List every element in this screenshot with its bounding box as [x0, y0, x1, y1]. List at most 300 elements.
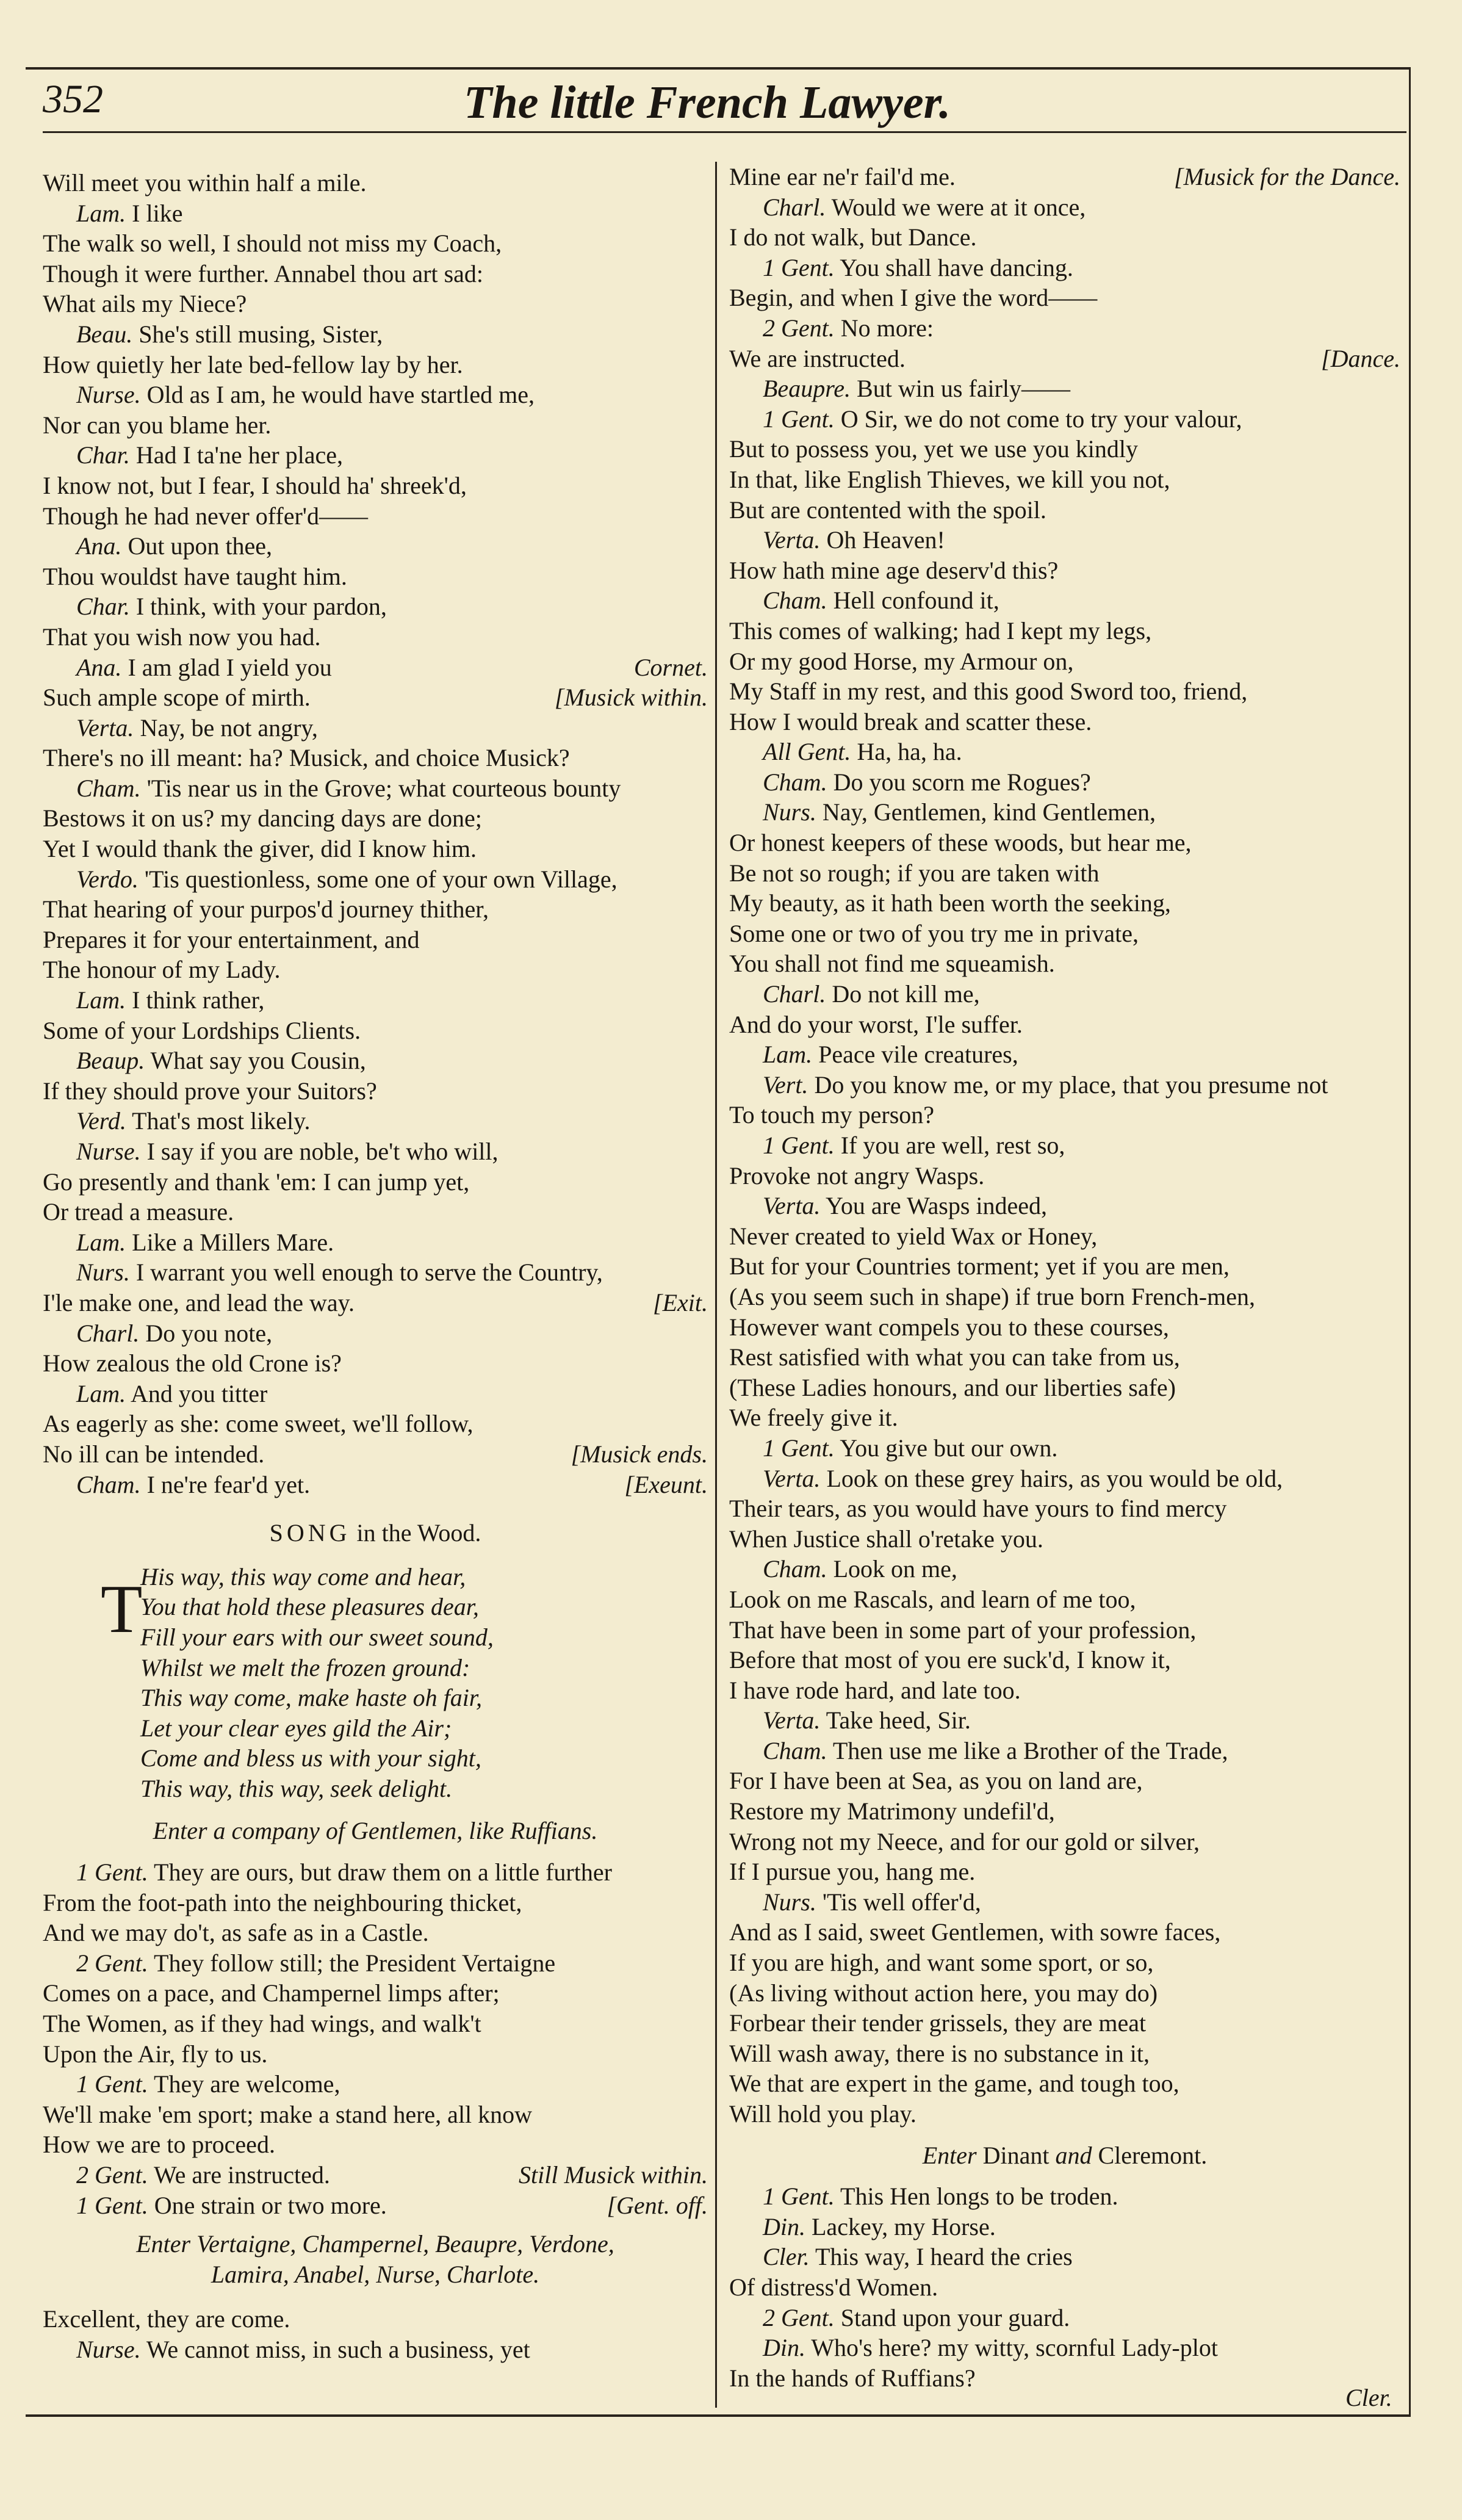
- speaker-name: Verta.: [76, 713, 134, 742]
- text-line: [43, 2190, 708, 2221]
- stage-direction: [Musick ends.: [571, 1440, 708, 1468]
- text-line: [729, 2181, 1400, 2212]
- text-line: [43, 410, 708, 441]
- speaker-name: Din.: [763, 2212, 805, 2240]
- line-text: How hath mine age deserv'd this?: [729, 556, 1059, 584]
- line-text: Out upon thee,: [128, 532, 273, 560]
- text-line: [729, 1161, 1400, 1191]
- speaker-name: Beaup.: [76, 1047, 145, 1075]
- text-line: [729, 1342, 1400, 1373]
- text-line: [729, 555, 1400, 586]
- text-line: [729, 2068, 1400, 2099]
- line-text: And we may do't, as safe as in a Castle.: [43, 1919, 429, 1947]
- line-text: If they should prove your Suitors?: [43, 1077, 377, 1105]
- line-text: We are instructed.: [729, 344, 906, 372]
- text-line: [43, 2334, 708, 2365]
- text-line: [43, 985, 708, 1016]
- line-text: But to possess you, yet we use you kindly: [729, 435, 1138, 463]
- speaker-name: Cham.: [763, 768, 827, 796]
- line-text: The honour of my Lady.: [43, 956, 281, 984]
- line-text: Some of your Lordships Clients.: [43, 1016, 361, 1044]
- text-line: [43, 2069, 708, 2099]
- speaker-name: 2 Gent.: [76, 1949, 148, 1977]
- line-text: We cannot miss, in such a business, yet: [146, 2335, 530, 2363]
- line-text: I do not walk, but Dance.: [729, 223, 977, 251]
- line-text: We'll make 'em sport; make a stand here, all know: [43, 2100, 533, 2128]
- line-text: (As you seem such in shape) if true born French-men,: [729, 1282, 1255, 1310]
- text-line: [729, 192, 1400, 223]
- text-line: [729, 888, 1400, 919]
- text-line: [43, 1167, 708, 1197]
- line-text: How quietly her late bed-fellow lay by her.: [43, 350, 463, 378]
- speaker-name: 2 Gent.: [763, 2303, 835, 2331]
- text-line: [43, 380, 708, 410]
- line-text: To touch my person?: [729, 1101, 935, 1129]
- text-line: [43, 1409, 708, 1439]
- text-line: [729, 919, 1400, 949]
- text-line: [729, 646, 1400, 677]
- line-text: My beauty, as it hath been worth the seeking,: [729, 889, 1171, 917]
- line-text: She's still musing, Sister,: [139, 320, 383, 348]
- text-line: [43, 1318, 708, 1349]
- stage-direction: [Musick for the Dance.: [1173, 163, 1400, 190]
- speaker-name: All Gent.: [763, 738, 851, 766]
- text-line: [43, 622, 708, 652]
- text-line: [729, 979, 1400, 1009]
- line-text: What ails my Niece?: [43, 290, 247, 318]
- line-text: Do not kill me,: [832, 980, 980, 1008]
- line-text: I think rather,: [132, 986, 265, 1014]
- text-line: [729, 222, 1400, 253]
- text-line: [729, 2303, 1400, 2333]
- line-text: However want compels you to these courses,: [729, 1313, 1169, 1341]
- text-line: [43, 198, 708, 229]
- speaker-name: Verdo.: [76, 865, 139, 893]
- line-text: Oh Heaven!: [826, 526, 945, 554]
- text-line: [729, 2363, 1400, 2394]
- line-text: Mine ear ne'r fail'd me.: [729, 163, 956, 190]
- line-text: I know not, but I fear, I should ha' shreek'd,: [43, 471, 467, 499]
- text-line: [43, 1197, 708, 1227]
- line-text: Will meet you within half a mile.: [43, 169, 367, 197]
- line-text: Then use me like a Brother of the Trade,: [832, 1736, 1228, 1764]
- text-line: [729, 1312, 1400, 1343]
- stage-direction: Still Musick within.: [519, 2161, 708, 2189]
- text-line: [729, 253, 1400, 283]
- text-line: [729, 1645, 1400, 1675]
- line-text: And you titter: [130, 1379, 268, 1407]
- text-line: [729, 283, 1400, 313]
- speaker-name: Char.: [76, 593, 130, 621]
- text-line: [729, 1464, 1400, 1494]
- text-line: [43, 471, 708, 501]
- line-text: Look on me Rascals, and learn of me too,: [729, 1585, 1136, 1613]
- line-text: Bestows it on us? my dancing days are done;: [43, 804, 482, 832]
- text-line: [43, 2009, 708, 2039]
- text-line: [729, 1978, 1400, 2009]
- line-text: Upon the Air, fly to us.: [43, 2040, 268, 2068]
- text-line: [729, 1039, 1400, 1070]
- text-line: [43, 1439, 708, 1470]
- line-text: (These Ladies honours, and our liberties safe): [729, 1373, 1176, 1401]
- text-line: [729, 495, 1400, 525]
- stage-direction: [Gent. off.: [607, 2191, 708, 2219]
- speaker-name: Beau.: [76, 320, 133, 348]
- speaker-name: Cham.: [763, 587, 827, 615]
- line-text: I ne're fear'd yet.: [146, 1470, 311, 1498]
- line-text: Provoke not angry Wasps.: [729, 1161, 985, 1190]
- line-text: I am glad I yield you: [128, 653, 332, 681]
- line-text: Excellent, they are come.: [43, 2305, 290, 2333]
- stage-direction: [Exit.: [653, 1288, 708, 1316]
- text-line: [43, 2099, 708, 2130]
- speaker-name: Cham.: [76, 1470, 141, 1498]
- text-line: [43, 228, 708, 259]
- text-line: [729, 525, 1400, 555]
- text-line: [729, 1191, 1400, 1221]
- text-line: [729, 1403, 1400, 1433]
- line-text: Nay, Gentlemen, kind Gentlemen,: [822, 798, 1156, 826]
- song-line: Come and bless us with your sight,: [140, 1744, 481, 1772]
- left-column: [43, 168, 708, 2365]
- text-line: [729, 1433, 1400, 1464]
- text-line: [43, 2039, 708, 2070]
- line-text: Nor can you blame her.: [43, 411, 272, 439]
- text-line: [729, 676, 1400, 707]
- text-line: [43, 1888, 708, 1918]
- line-text: Who's here? my witty, scornful Lady-plot: [811, 2334, 1218, 2362]
- speaker-name: Nurse.: [76, 2335, 141, 2363]
- speaker-name: Verta.: [763, 1464, 821, 1492]
- right-dialogue: [729, 162, 1400, 2129]
- text-line: [43, 2304, 708, 2334]
- text-line: [43, 1227, 708, 1258]
- running-title: The little French Lawyer.: [464, 77, 951, 128]
- speaker-name: 1 Gent.: [76, 2191, 148, 2219]
- speaker-name: Cham.: [76, 774, 141, 802]
- text-line: [43, 1857, 708, 1888]
- left-dialogue-final: [43, 2304, 708, 2364]
- line-text: If I pursue you, hang me.: [729, 1858, 976, 1886]
- text-line: [43, 531, 708, 561]
- text-line: [729, 434, 1400, 464]
- line-text: No ill can be intended.: [43, 1440, 265, 1468]
- line-text: Though it were further. Annabel thou art sad:: [43, 259, 484, 287]
- line-text: Or honest keepers of these woods, but hear me,: [729, 829, 1192, 857]
- speaker-name: Ana.: [76, 653, 122, 681]
- text-line: [43, 1076, 708, 1107]
- line-text: Take heed, Sir.: [826, 1706, 971, 1735]
- right-dialogue-after: [729, 2181, 1400, 2393]
- line-text: Lackey, my Horse.: [812, 2212, 996, 2240]
- line-text: Do you scorn me Rogues?: [833, 768, 1091, 796]
- line-text: The Women, as if they had wings, and walk't: [43, 2010, 481, 2038]
- line-text: 'Tis questionless, some one of your own Village,: [144, 865, 618, 893]
- line-text: Stand upon your guard.: [840, 2303, 1070, 2331]
- line-text: Look on me,: [833, 1555, 957, 1583]
- enter-direction-line-1: Enter Vertaigne, Champernel, Beaupre, Verdone,: [136, 2230, 614, 2258]
- line-text: That's most likely.: [132, 1107, 311, 1135]
- line-text: Or tread a measure.: [43, 1198, 234, 1226]
- speaker-name: Char.: [76, 441, 130, 469]
- left-dialogue-after-song: [43, 1857, 708, 2220]
- line-text: Old as I am, he would have startled me,: [146, 381, 535, 409]
- text-line: [729, 948, 1400, 979]
- text-line: [729, 313, 1400, 344]
- line-text: If you are high, and want some sport, or so,: [729, 1949, 1154, 1977]
- speaker-name: Nurse.: [76, 1138, 141, 1165]
- line-text: How we are to proceed.: [43, 2131, 275, 2159]
- line-text: Ha, ha, ha.: [857, 738, 962, 766]
- speaker-name: Verd.: [76, 1107, 126, 1135]
- line-text: Begin, and when I give the word——: [729, 284, 1098, 312]
- line-text: Of distress'd Women.: [729, 2273, 938, 2301]
- line-text: This Hen longs to be troden.: [840, 2182, 1118, 2211]
- column-divider: [715, 162, 717, 2408]
- page-number: 352: [43, 77, 103, 121]
- line-text: Go presently and thank 'em: I can jump yet,: [43, 1168, 470, 1196]
- text-line: [43, 925, 708, 955]
- text-line: [729, 464, 1400, 495]
- speaker-name: Charl.: [763, 980, 826, 1008]
- text-line: [729, 828, 1400, 858]
- speaker-name: Lam.: [76, 1228, 126, 1256]
- speaker-name: Nurs.: [763, 798, 816, 826]
- text-line: [43, 1918, 708, 1948]
- text-line: [43, 168, 708, 198]
- text-line: [43, 864, 708, 895]
- text-line: [43, 773, 708, 804]
- line-text: I think, with your pardon,: [135, 593, 387, 621]
- line-text: Be not so rough; if you are taken with: [729, 859, 1100, 887]
- line-text: Had I ta'ne her place,: [135, 441, 344, 469]
- text-line: [729, 585, 1400, 616]
- line-text: But win us fairly——: [857, 375, 1071, 403]
- line-text: Never created to yield Wax or Honey,: [729, 1222, 1098, 1250]
- speaker-name: Nurse.: [76, 381, 141, 409]
- text-line: [729, 1070, 1400, 1100]
- text-line: [729, 1827, 1400, 1857]
- text-line: [43, 289, 708, 319]
- speaker-name: Nurs.: [763, 1888, 816, 1916]
- text-line: [43, 259, 708, 289]
- line-text: When Justice shall o'retake you.: [729, 1525, 1043, 1553]
- text-line: [43, 682, 708, 713]
- speaker-name: 1 Gent.: [763, 253, 835, 281]
- line-text: O Sir, we do not come to try your valour,: [840, 405, 1242, 433]
- text-line: [729, 1282, 1400, 1312]
- line-text: Nay, be not angry,: [140, 713, 318, 742]
- text-line: [729, 1493, 1400, 1524]
- text-line: [729, 2242, 1400, 2272]
- speaker-name: Verta.: [763, 1192, 821, 1220]
- speaker-name: 2 Gent.: [763, 314, 835, 342]
- text-line: [43, 1045, 708, 1076]
- line-text: (As living without action here, you may do): [729, 1979, 1158, 2007]
- text-line: [729, 767, 1400, 798]
- text-line: [729, 1948, 1400, 1978]
- line-text: I warrant you well enough to serve the Country,: [135, 1258, 603, 1287]
- speaker-name: 1 Gent.: [76, 1858, 148, 1886]
- song-heading-prefix: SONG: [269, 1519, 351, 1547]
- text-line: [43, 591, 708, 622]
- text-line: [729, 404, 1400, 435]
- text-line: [729, 1917, 1400, 1948]
- line-text: We that are expert in the game, and tough too,: [729, 2070, 1179, 2098]
- right-enter-direction: Enter Dinant and Cleremont.: [922, 2141, 1208, 2169]
- song-drop-cap: T: [101, 1572, 143, 1647]
- song-stage-direction: Enter a company of Gentlemen, like Ruffians.: [153, 1817, 598, 1845]
- text-line: [729, 1554, 1400, 1584]
- song-line: This way, this way, seek delight.: [140, 1774, 453, 1802]
- line-text: You shall have dancing.: [840, 253, 1073, 281]
- line-text: They are ours, but draw them on a little further: [154, 1858, 612, 1886]
- line-text: Such ample scope of mirth.: [43, 684, 311, 712]
- line-text: Restore my Matrimony undefil'd,: [729, 1797, 1055, 1825]
- line-text: Some one or two of you try me in private,: [729, 919, 1139, 947]
- speaker-name: 1 Gent.: [763, 2182, 835, 2211]
- line-text: I like: [132, 199, 183, 227]
- line-text: Thou wouldst have taught him.: [43, 562, 347, 590]
- text-line: [43, 1470, 708, 1500]
- line-text: You shall not find me squeamish.: [729, 950, 1055, 978]
- line-text: Their tears, as you would have yours to find mercy: [729, 1495, 1227, 1523]
- line-text: Do you know me, or my place, that you presume not: [814, 1070, 1328, 1099]
- song-line: Let your clear eyes gild the Air;: [140, 1714, 452, 1742]
- text-line: [43, 894, 708, 925]
- line-text: My Staff in my rest, and this good Sword too, friend,: [729, 677, 1248, 706]
- text-line: [43, 1978, 708, 2009]
- speaker-name: Cham.: [763, 1555, 827, 1583]
- speaker-name: Charl.: [763, 193, 826, 221]
- text-line: [729, 2038, 1400, 2069]
- line-text: But are contented with the spoil.: [729, 496, 1046, 524]
- text-line: [729, 1130, 1400, 1161]
- line-text: But for your Countries torment; yet if you are men,: [729, 1252, 1230, 1280]
- text-line: [43, 1379, 708, 1409]
- line-text: Hell confound it,: [833, 587, 999, 615]
- line-text: You give but our own.: [840, 1434, 1058, 1462]
- speaker-name: Cham.: [763, 1736, 827, 1764]
- text-line: [43, 1948, 708, 1979]
- line-text: That hearing of your purpos'd journey thither,: [43, 895, 489, 923]
- text-line: [43, 1288, 708, 1318]
- line-text: For I have been at Sea, as you on land are,: [729, 1767, 1143, 1795]
- text-line: [729, 2272, 1400, 2303]
- text-line: [729, 2008, 1400, 2038]
- text-line: [729, 1736, 1400, 1766]
- text-line: [729, 1524, 1400, 1554]
- speaker-name: Nurs.: [76, 1258, 130, 1287]
- text-line: [43, 319, 708, 350]
- line-text: If you are well, rest so,: [840, 1132, 1065, 1159]
- stage-direction: [Exeunt.: [624, 1470, 708, 1498]
- line-text: And do your worst, I'le suffer.: [729, 1010, 1023, 1038]
- line-text: Wrong not my Neece, and for our gold or silver,: [729, 1827, 1200, 1855]
- speaker-name: Verta.: [763, 1706, 821, 1735]
- line-text: I say if you are noble, be't who will,: [146, 1138, 499, 1165]
- speaker-name: Charl.: [76, 1319, 140, 1347]
- song-lines: [43, 1592, 708, 1803]
- text-line: [729, 737, 1400, 767]
- text-line: [43, 1106, 708, 1136]
- speaker-name: 1 Gent.: [763, 1132, 835, 1159]
- speaker-name: Din.: [763, 2334, 805, 2362]
- speaker-name: Beaupre.: [763, 375, 851, 403]
- text-line: [43, 1136, 708, 1167]
- line-text: They follow still; the President Vertaigne: [154, 1949, 556, 1977]
- text-line: [729, 2099, 1400, 2129]
- speaker-name: Lam.: [763, 1041, 813, 1069]
- text-line: [729, 344, 1400, 374]
- line-text: Look on these grey hairs, as you would be old,: [826, 1464, 1283, 1492]
- line-text: In that, like English Thieves, we kill you not,: [729, 465, 1170, 493]
- text-line: [729, 1584, 1400, 1615]
- text-line: [43, 350, 708, 380]
- text-line: [43, 652, 708, 683]
- song-line: His way, this way come and hear,: [140, 1562, 466, 1590]
- line-text: Or my good Horse, my Armour on,: [729, 647, 1074, 675]
- text-line: [43, 743, 708, 773]
- speaker-name: Cler.: [763, 2243, 810, 2271]
- text-line: [43, 955, 708, 985]
- line-text: Will hold you play.: [729, 2100, 916, 2128]
- text-line: [729, 1221, 1400, 1252]
- header-rule: [43, 131, 1406, 133]
- text-line: [729, 1857, 1400, 1887]
- song-line: Whilst we melt the frozen ground:: [140, 1653, 470, 1681]
- text-line: [729, 1887, 1400, 1918]
- line-text: We are instructed.: [154, 2161, 330, 2189]
- speaker-name: Lam.: [76, 1379, 126, 1407]
- speaker-name: Lam.: [76, 986, 126, 1014]
- text-line: [43, 803, 708, 834]
- line-text: Would we were at it once,: [831, 193, 1086, 221]
- line-text: Peace vile creatures,: [818, 1041, 1018, 1069]
- text-line: [729, 1766, 1400, 1796]
- text-line: [729, 1009, 1400, 1040]
- line-text: This comes of walking; had I kept my legs,: [729, 616, 1152, 644]
- song-line: You that hold these pleasures dear,: [140, 1593, 479, 1621]
- speaker-name: 2 Gent.: [76, 2161, 148, 2189]
- text-line: [729, 616, 1400, 646]
- text-line: [43, 713, 708, 743]
- speaker-name: 1 Gent.: [763, 405, 835, 433]
- line-text: That you wish now you had.: [43, 623, 321, 651]
- line-text: Forbear their tender grissels, they are meat: [729, 2009, 1147, 2037]
- stage-direction: [Dance.: [1321, 344, 1400, 372]
- line-text: They are welcome,: [154, 2070, 340, 2098]
- text-line: [729, 2212, 1400, 2242]
- line-text: Rest satisfied with what you can take from us,: [729, 1343, 1180, 1371]
- text-line: [729, 1251, 1400, 1282]
- enter-direction-line-2: Lamira, Anabel, Nurse, Charlote.: [211, 2260, 540, 2288]
- text-line: [43, 1016, 708, 1046]
- text-line: [43, 1348, 708, 1379]
- line-text: How I would break and scatter these.: [729, 707, 1092, 735]
- text-line: [43, 1257, 708, 1288]
- song-line: This way come, make haste oh fair,: [140, 1684, 482, 1712]
- right-column: [729, 162, 1400, 2393]
- line-text: Yet I would thank the giver, did I know him.: [43, 835, 477, 863]
- line-text: 'Tis near us in the Grove; what courteous bounty: [146, 774, 621, 802]
- text-line: [729, 1373, 1400, 1403]
- text-line: [729, 797, 1400, 828]
- line-text: As eagerly as she: come sweet, we'll follow,: [43, 1410, 474, 1438]
- speaker-name: 1 Gent.: [76, 2070, 148, 2098]
- text-line: [729, 1675, 1400, 1706]
- line-text: Comes on a pace, and Champernel limps after;: [43, 1979, 500, 2007]
